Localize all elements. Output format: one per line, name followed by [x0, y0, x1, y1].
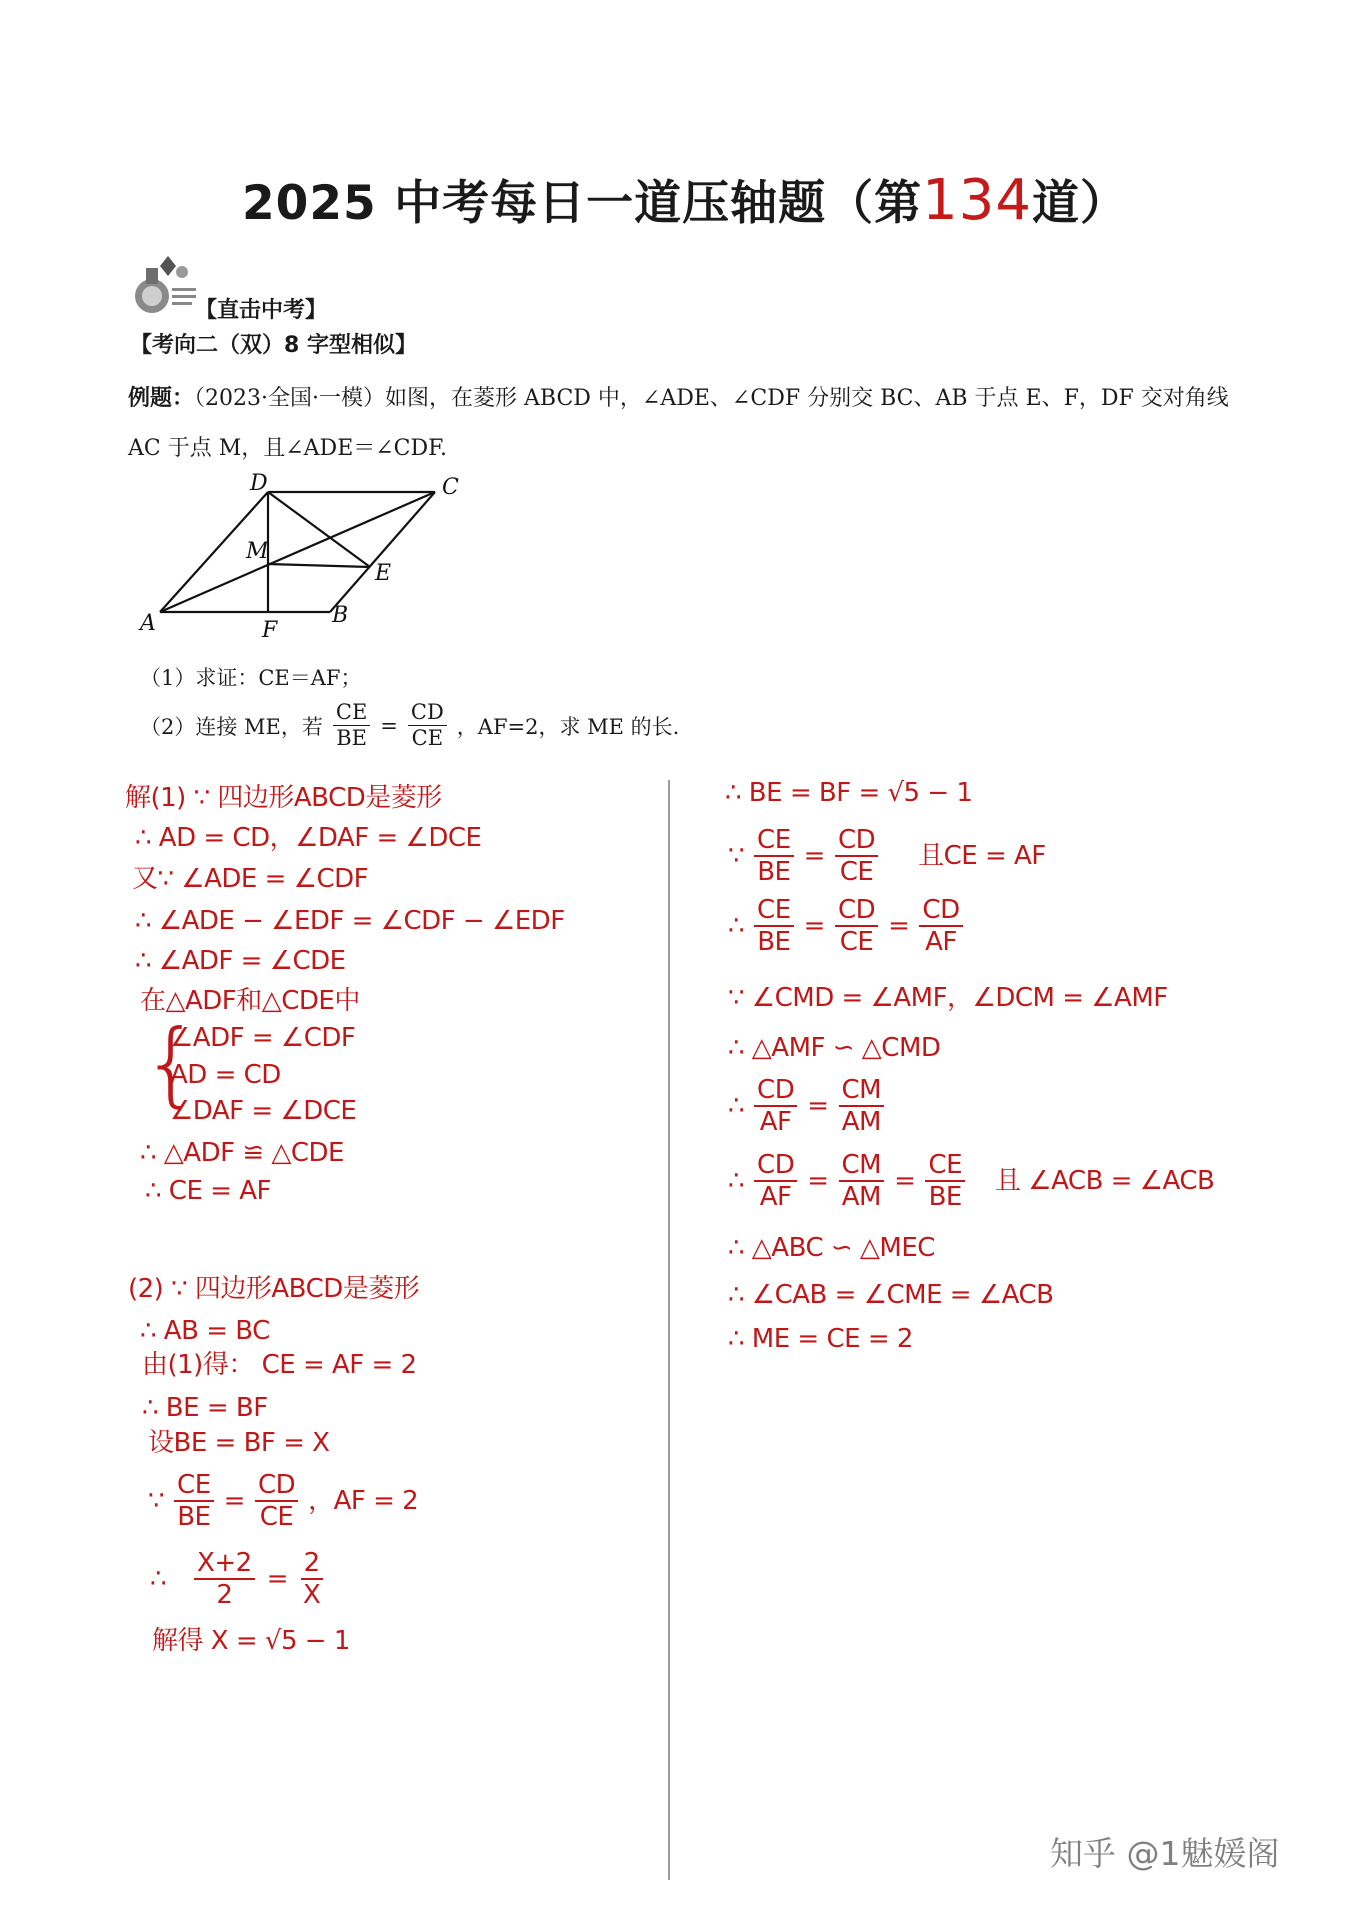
fraction-2-over-x: $\frac{2}{X}$	[300, 1548, 323, 1610]
label-F: F	[262, 618, 278, 642]
topic-tag: 【考向二（双）8 字型相似】	[130, 333, 417, 358]
label-E: E	[375, 561, 392, 586]
sol-left-line-3: 又∵ ∠ADE = ∠CDF	[132, 864, 369, 894]
sol-left-line-10: ∴ △ADF ≌ △CDE	[140, 1138, 344, 1168]
label-D: D	[250, 472, 268, 496]
sol-left-line-9: ∠DAF = ∠DCE	[170, 1096, 357, 1126]
rhombus-figure	[130, 472, 510, 642]
sol-left-line-4: ∴ ∠ADE − ∠EDF = ∠CDF − ∠EDF	[135, 906, 565, 936]
problem-label: 例题：	[128, 386, 195, 411]
fraction-ce-be: $\frac{CE}{BE}$	[174, 1470, 214, 1532]
sol-left-part2-line-2: ∴ AB = BC	[140, 1316, 270, 1346]
q2-fraction-ce-be: $\frac{CE}{BE}$	[333, 700, 370, 751]
label-A: A	[140, 611, 156, 636]
sol-left-part2-line-6: ∵ $\frac{CE}{BE}$ = $\frac{CD}{CE}$ ，AF = 2	[148, 1470, 419, 1532]
sol-left-line-7: ∠ADF = ∠CDF	[170, 1023, 356, 1053]
sol-right-line-8: ∴ △ABC ∽ △MEC	[728, 1233, 935, 1263]
sol-left-part2-line-4: ∴ BE = BF	[142, 1393, 268, 1423]
question-1: （1）求证：CE＝AF；	[140, 666, 362, 690]
sol-right-line-6: ∴ $\frac{CD}{AF}$ = $\frac{CM}{AM}$	[728, 1075, 888, 1137]
sol-right-line-5: ∴ △AMF ∽ △CMD	[728, 1033, 941, 1063]
fraction-cd-ce: $\frac{CD}{CE}$	[255, 1470, 298, 1532]
problem-statement	[128, 374, 1238, 474]
section-tag: 【直击中考】	[195, 298, 328, 323]
sol-left-line-1: 解(1) ∵ 四边形ABCD是菱形	[125, 783, 442, 813]
sol-left-part2-line-5: 设BE = BF = X	[148, 1428, 330, 1458]
sol-left-line-2: ∴ AD = CD，∠DAF = ∠DCE	[135, 823, 482, 853]
sol-right-line-2: ∵ $\frac{CE}{BE}$ = $\frac{CD}{CE}$ 且CE = AF	[728, 825, 1046, 887]
title-number: 134	[922, 168, 1033, 233]
sol-left-line-5: ∴ ∠ADF = ∠CDE	[135, 946, 346, 976]
sol-right-line-3: ∴ $\frac{CE}{BE}$ = $\frac{CD}{CE}$ = $\frac{CD}{AF}$	[728, 895, 967, 957]
title-suffix: 道）	[1032, 176, 1129, 231]
system-brace: {	[142, 1010, 201, 1117]
sol-left-line-11: ∴ CE = AF	[145, 1176, 271, 1206]
problem-line1: （2023·全国·一模）如图，在菱形 ABCD 中，∠ADE、∠CDF 分别交 BC、AB 于点 E、F，DF 交对角线	[194, 386, 1229, 411]
page-title	[0, 166, 1370, 233]
q2-prefix: （2）连接 ME，若	[140, 714, 323, 739]
segment-DE	[268, 492, 370, 567]
sol-right-line-4: ∵ ∠CMD = ∠AMF，∠DCM = ∠AMF	[728, 983, 1168, 1013]
sol-left-part2-line-3: 由(1)得： CE = AF = 2	[142, 1350, 417, 1380]
sol-left-part2-line-7: ∴ $\frac{X+2}{2}$ = $\frac{2}{X}$	[150, 1548, 327, 1610]
column-divider	[668, 780, 670, 1880]
q2-fraction-cd-ce: $\frac{CD}{CE}$	[408, 700, 447, 751]
diagonal-AC	[160, 492, 435, 612]
sol-left-line-6: 在△ADF和△CDE中	[140, 986, 360, 1016]
watermark: 知乎 @1魅媛阁	[1050, 1834, 1280, 1873]
sol-right-line-1: ∴ BE = BF = √5 − 1	[725, 778, 973, 808]
label-C: C	[442, 475, 459, 500]
sol-left-part2-line-1: (2) ∵ 四边形ABCD是菱形	[128, 1274, 420, 1304]
question-2: （2）连接 ME，若 $\frac{CE}{BE}$ = $\frac{CD}{CE}$ ，AF=2，求 ME 的长.	[140, 700, 680, 750]
sol-right-line-9: ∴ ∠CAB = ∠CME = ∠ACB	[728, 1280, 1054, 1310]
segment-ME	[268, 564, 370, 567]
flask-logo-icon	[130, 250, 200, 320]
label-M: M	[246, 539, 269, 564]
q2-suffix: ，AF=2，求 ME 的长.	[456, 714, 680, 739]
problem-line2: AC 于点 M，且∠ADE＝∠CDF.	[128, 436, 447, 461]
segment-BC	[330, 492, 435, 612]
fraction-x-plus-2-over-2: $\frac{X+2}{2}$	[194, 1548, 255, 1610]
sol-left-line-8: AD = CD	[170, 1060, 281, 1090]
sol-right-line-10: ∴ ME = CE = 2	[728, 1324, 913, 1354]
sol-right-line-7: ∴ $\frac{CD}{AF}$ = $\frac{CM}{AM}$ = $\frac{CE}{BE}$ 且 ∠ACB = ∠ACB	[728, 1150, 1215, 1212]
label-B: B	[332, 603, 349, 628]
title-prefix: 2025 中考每日一道压轴题（第	[241, 176, 923, 231]
sol-left-part2-line-8: 解得 X = √5 − 1	[152, 1626, 350, 1656]
